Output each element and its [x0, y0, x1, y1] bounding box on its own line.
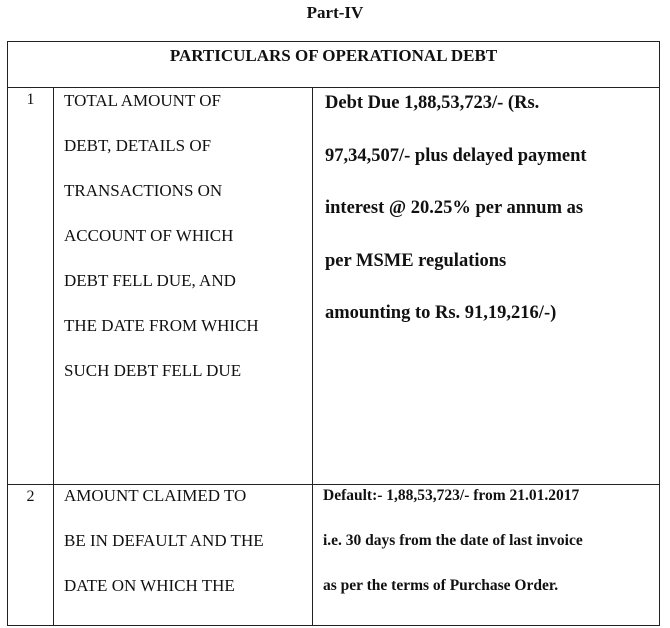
row-number: 1 — [26, 91, 35, 108]
row-number-cell — [8, 88, 54, 484]
table-row — [8, 88, 659, 485]
details-text: Debt Due 1,88,53,723/- (Rs. 97,34,507/- plus delayed payment interest @ 20.25% per annum as per MSME regulations amounting to Rs. 91,19,216/-) — [325, 93, 587, 323]
section-heading: PARTICULARS OF OPERATIONAL DEBT — [8, 42, 659, 88]
particular-text: TOTAL AMOUNT OF DEBT, DETAILS OF TRANSACTIONS ON ACCOUNT OF WHICH DEBT FELL DUE, AND THE DATE FROM WHICH SUCH DEBT FELL DUE — [64, 91, 259, 380]
particular-text: AMOUNT CLAIMED TO BE IN DEFAULT AND THE DATE ON WHICH THE — [64, 486, 264, 595]
row-number-cell — [8, 485, 54, 625]
operational-debt-table — [7, 41, 660, 626]
table-row — [8, 485, 659, 625]
row-number: 2 — [26, 488, 35, 505]
details-cell — [313, 485, 659, 625]
part-title: Part-IV — [306, 3, 364, 22]
particular-cell — [54, 485, 313, 625]
details-text: Default:- 1,88,53,723/- from 21.01.2017 i.e. 30 days from the date of last invoice as per the terms of Purchase Order. — [323, 487, 583, 594]
particular-cell — [54, 88, 313, 484]
details-cell — [313, 88, 659, 484]
